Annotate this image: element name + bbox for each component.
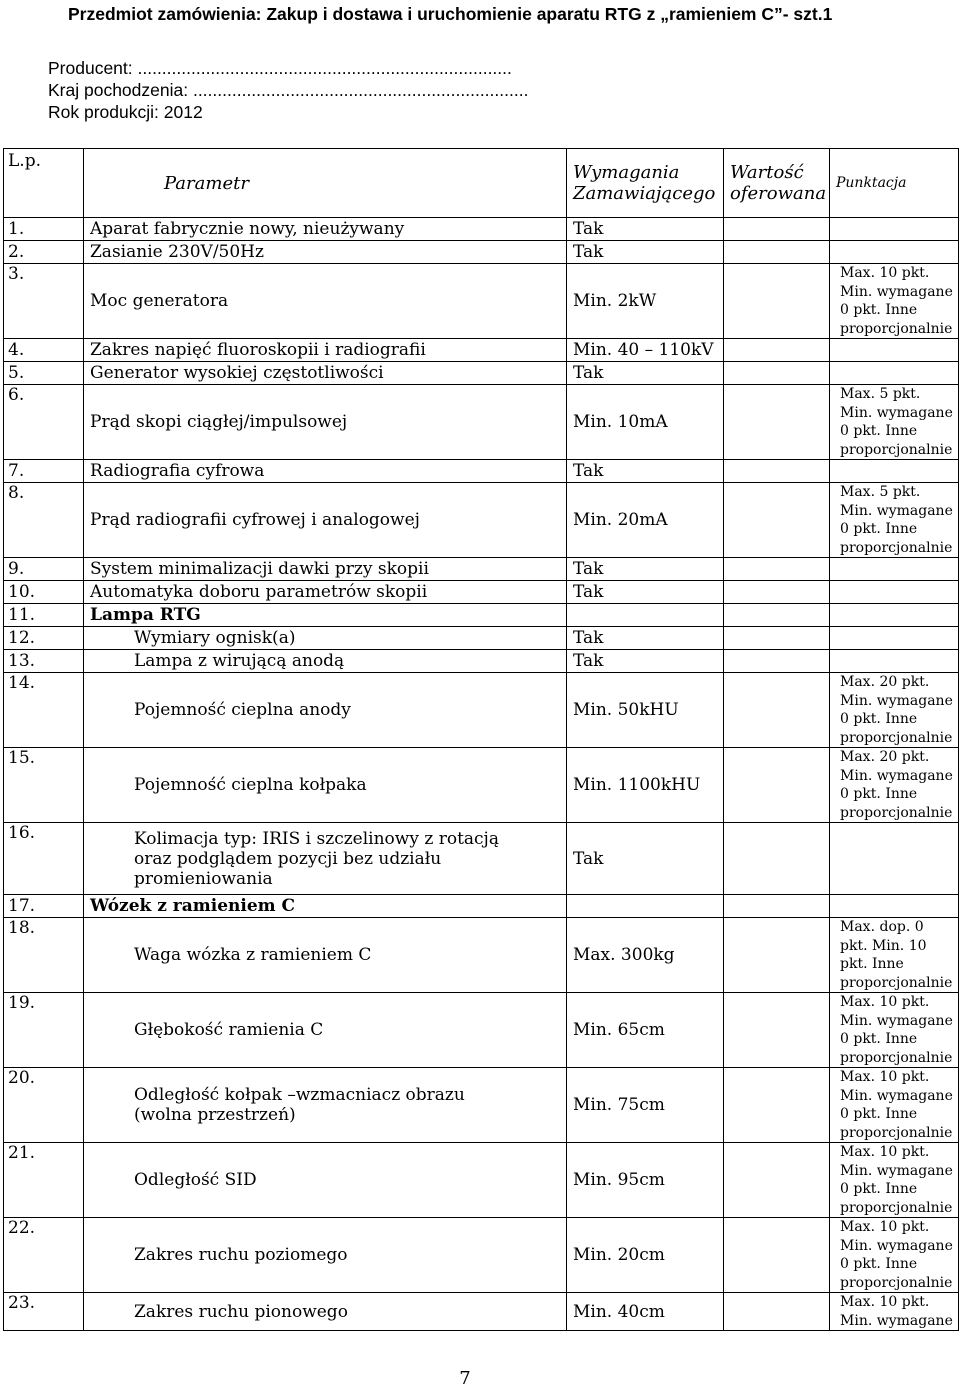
header-offer: Wartość oferowana: [724, 149, 830, 218]
row-param: Odległość SID: [84, 1143, 567, 1218]
row-param: System minimalizacji dawki przy skopii: [84, 558, 567, 581]
row-lp: 6.: [4, 385, 84, 460]
row-offer[interactable]: [724, 673, 830, 748]
table-row: [4, 993, 959, 1068]
row-offer[interactable]: [724, 581, 830, 604]
row-offer[interactable]: [724, 895, 830, 918]
row-score: Max. dop. 0 pkt. Min. 10 pkt. Inne proporcjonalnie: [830, 918, 959, 993]
row-score: [830, 339, 959, 362]
table-row: [4, 918, 959, 993]
row-req: Min. 40 – 110kV: [567, 339, 724, 362]
row-lp: 17.: [4, 895, 84, 918]
row-score: Max. 20 pkt. Min. wymagane 0 pkt. Inne proporcjonalnie: [830, 748, 959, 823]
row-lp: 9.: [4, 558, 84, 581]
row-req: Tak: [567, 823, 724, 895]
row-param: Moc generatora: [84, 264, 567, 339]
row-offer[interactable]: [724, 1068, 830, 1143]
row-param: Kolimacja typ: IRIS i szczelinowy z rotacją oraz podglądem pozycji bez udziału promieniowania: [84, 823, 567, 895]
table-row: [4, 823, 959, 895]
row-req: Tak: [567, 218, 724, 241]
row-req: Min. 95cm: [567, 1143, 724, 1218]
row-offer[interactable]: [724, 748, 830, 823]
row-param: Prąd skopi ciągłej/impulsowej: [84, 385, 567, 460]
row-score: [830, 362, 959, 385]
row-param: Generator wysokiej częstotliwości: [84, 362, 567, 385]
row-lp: 20.: [4, 1068, 84, 1143]
table-row: [4, 581, 959, 604]
table-row: [4, 460, 959, 483]
row-lp: 1.: [4, 218, 84, 241]
row-param: Lampa z wirującą anodą: [84, 650, 567, 673]
row-req: Min. 20mA: [567, 483, 724, 558]
row-offer[interactable]: [724, 1293, 830, 1331]
row-score: Max. 10 pkt. Min. wymagane 0 pkt. Inne proporcjonalnie: [830, 1218, 959, 1293]
row-param: Lampa RTG: [84, 604, 567, 627]
row-score: [830, 823, 959, 895]
row-score: [830, 460, 959, 483]
row-offer[interactable]: [724, 483, 830, 558]
row-score: [830, 558, 959, 581]
row-offer[interactable]: [724, 823, 830, 895]
row-req: Min. 1100kHU: [567, 748, 724, 823]
row-lp: 5.: [4, 362, 84, 385]
row-offer[interactable]: [724, 385, 830, 460]
row-param: Głębokość ramienia C: [84, 993, 567, 1068]
row-param: Prąd radiografii cyfrowej i analogowej: [84, 483, 567, 558]
table-row: [4, 650, 959, 673]
row-score: Max. 5 pkt. Min. wymagane 0 pkt. Inne proporcjonalnie: [830, 483, 959, 558]
row-req: Tak: [567, 241, 724, 264]
row-req: Min. 20cm: [567, 1218, 724, 1293]
row-score: Max. 5 pkt. Min. wymagane 0 pkt. Inne proporcjonalnie: [830, 385, 959, 460]
row-score: [830, 627, 959, 650]
row-req: [567, 895, 724, 918]
row-param: Odległość kołpak –wzmacniacz obrazu (wolna przestrzeń): [84, 1068, 567, 1143]
header-lp: L.p.: [4, 149, 84, 218]
row-param: Zakres ruchu poziomego: [84, 1218, 567, 1293]
row-req: Min. 50kHU: [567, 673, 724, 748]
row-param: Pojemność cieplna anody: [84, 673, 567, 748]
row-lp: 19.: [4, 993, 84, 1068]
table-row: [4, 604, 959, 627]
row-score: [830, 650, 959, 673]
table-row: [4, 673, 959, 748]
row-score: Max. 10 pkt. Min. wymagane 0 pkt. Inne proporcjonalnie: [830, 1143, 959, 1218]
header-score: Punktacja: [830, 149, 959, 218]
header-req: Wymagania Zamawiającego: [567, 149, 724, 218]
row-lp: 2.: [4, 241, 84, 264]
row-param: Aparat fabrycznie nowy, nieużywany: [84, 218, 567, 241]
row-req: Tak: [567, 627, 724, 650]
row-req: Tak: [567, 362, 724, 385]
row-req: Tak: [567, 558, 724, 581]
row-offer[interactable]: [724, 627, 830, 650]
table-row: [4, 339, 959, 362]
table-header-row: [4, 149, 959, 218]
row-param: Waga wózka z ramieniem C: [84, 918, 567, 993]
row-req: Min. 75cm: [567, 1068, 724, 1143]
row-param: Automatyka doboru parametrów skopii: [84, 581, 567, 604]
row-param: Zasianie 230V/50Hz: [84, 241, 567, 264]
row-offer[interactable]: [724, 218, 830, 241]
table-row: [4, 385, 959, 460]
row-offer[interactable]: [724, 264, 830, 339]
row-lp: 12.: [4, 627, 84, 650]
table-row: [4, 1218, 959, 1293]
table-row: [4, 218, 959, 241]
row-offer[interactable]: [724, 918, 830, 993]
row-lp: 13.: [4, 650, 84, 673]
row-param: Pojemność cieplna kołpaka: [84, 748, 567, 823]
row-lp: 18.: [4, 918, 84, 993]
row-offer[interactable]: [724, 339, 830, 362]
row-req: Min. 10mA: [567, 385, 724, 460]
row-lp: 10.: [4, 581, 84, 604]
row-lp: 3.: [4, 264, 84, 339]
table-row: [4, 483, 959, 558]
row-req: Min. 2kW: [567, 264, 724, 339]
country-line: Kraj pochodzenia: .....................................................................: [48, 80, 529, 100]
row-req: [567, 604, 724, 627]
document-title: Przedmiot zamówienia: Zakup i dostawa i uruchomienie aparatu RTG z „ramieniem C”- szt.1: [68, 4, 833, 24]
row-lp: 7.: [4, 460, 84, 483]
row-param: Wózek z ramieniem C: [84, 895, 567, 918]
row-lp: 16.: [4, 823, 84, 895]
header-param: Parametr: [84, 149, 567, 218]
table-row: [4, 748, 959, 823]
producer-line: Producent: .............................................................................: [48, 58, 512, 78]
row-lp: 21.: [4, 1143, 84, 1218]
row-score: Max. 20 pkt. Min. wymagane 0 pkt. Inne proporcjonalnie: [830, 673, 959, 748]
table-row: [4, 895, 959, 918]
table-row: [4, 1143, 959, 1218]
year-line: Rok produkcji: 2012: [48, 102, 203, 122]
table-row: [4, 558, 959, 581]
row-score: [830, 895, 959, 918]
row-req: Tak: [567, 650, 724, 673]
row-req: Max. 300kg: [567, 918, 724, 993]
table-row: [4, 241, 959, 264]
table-row: [4, 627, 959, 650]
row-score: [830, 581, 959, 604]
row-param: Zakres napięć fluoroskopii i radiografii: [84, 339, 567, 362]
row-score: Max. 10 pkt. Min. wymagane: [830, 1293, 959, 1331]
row-offer[interactable]: [724, 241, 830, 264]
row-score: Max. 10 pkt. Min. wymagane 0 pkt. Inne proporcjonalnie: [830, 1068, 959, 1143]
row-lp: 11.: [4, 604, 84, 627]
row-req: Min. 40cm: [567, 1293, 724, 1331]
row-param: Wymiary ognisk(a): [84, 627, 567, 650]
row-param: Radiografia cyfrowa: [84, 460, 567, 483]
row-score: [830, 604, 959, 627]
row-lp: 23.: [4, 1293, 84, 1331]
row-offer[interactable]: [724, 558, 830, 581]
table-row: [4, 264, 959, 339]
row-lp: 14.: [4, 673, 84, 748]
row-req: Min. 65cm: [567, 993, 724, 1068]
row-score: Max. 10 pkt. Min. wymagane 0 pkt. Inne proporcjonalnie: [830, 264, 959, 339]
row-offer[interactable]: [724, 1143, 830, 1218]
table-row: [4, 362, 959, 385]
row-offer[interactable]: [724, 1218, 830, 1293]
row-offer[interactable]: [724, 460, 830, 483]
row-score: [830, 218, 959, 241]
row-req: Tak: [567, 581, 724, 604]
row-lp: 8.: [4, 483, 84, 558]
row-score: [830, 241, 959, 264]
table-row: [4, 1068, 959, 1143]
row-param: Zakres ruchu pionowego: [84, 1293, 567, 1331]
row-offer[interactable]: [724, 604, 830, 627]
row-req: Tak: [567, 460, 724, 483]
row-lp: 15.: [4, 748, 84, 823]
row-score: Max. 10 pkt. Min. wymagane 0 pkt. Inne proporcjonalnie: [830, 993, 959, 1068]
row-lp: 4.: [4, 339, 84, 362]
row-offer[interactable]: [724, 650, 830, 673]
row-lp: 22.: [4, 1218, 84, 1293]
spec-table: [3, 148, 959, 1331]
row-offer[interactable]: [724, 362, 830, 385]
table-row: [4, 1293, 959, 1331]
row-offer[interactable]: [724, 993, 830, 1068]
page-number: 7: [459, 1368, 471, 1389]
